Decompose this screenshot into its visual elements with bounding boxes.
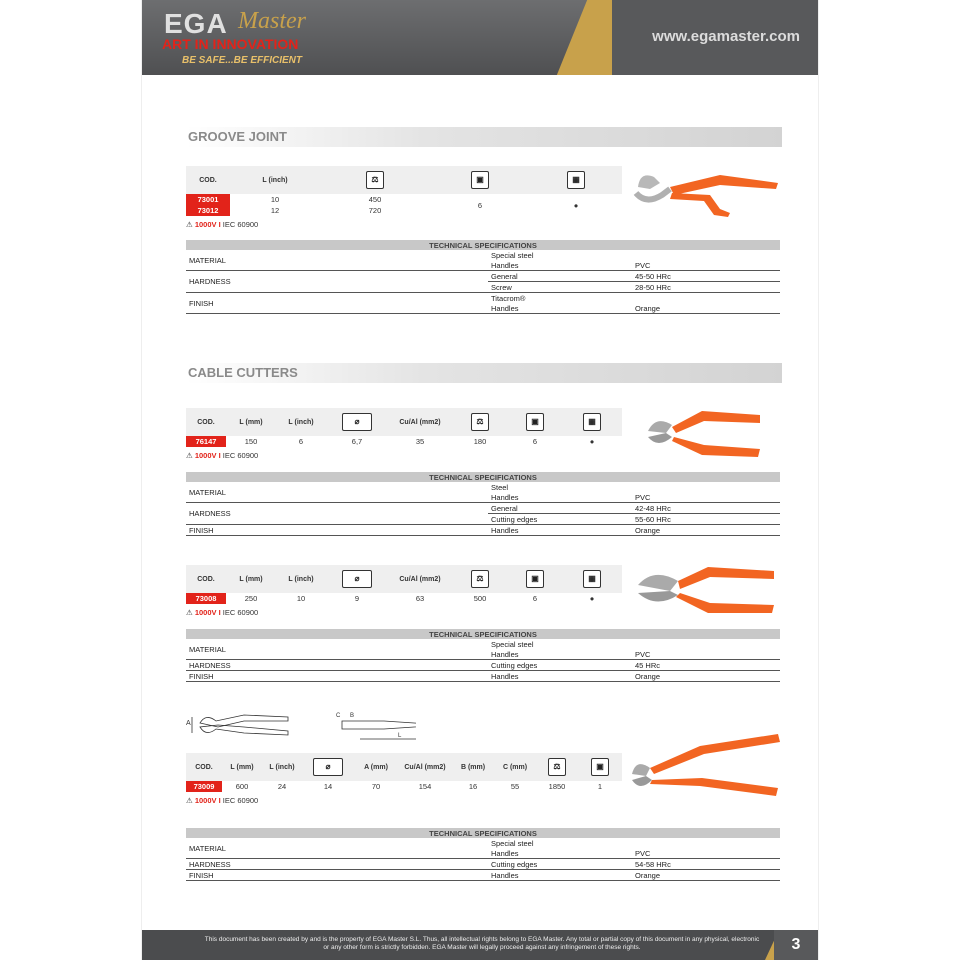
page-footer (142, 930, 818, 960)
cable-cutter-small-image (642, 405, 764, 463)
col-cod: COD. (186, 408, 226, 436)
website-link[interactable]: www.egamaster.com (652, 28, 800, 45)
spec-value: Orange (632, 303, 780, 314)
voltage-rating: ⚠ 1000V I IEC 60900 (186, 451, 259, 460)
spec-value: 55-60 HRc (632, 514, 780, 525)
spec-title: TECHNICAL SPECIFICATIONS (186, 240, 780, 250)
logo-master: Master (238, 8, 306, 34)
section-title-cable: CABLE CUTTERS (186, 363, 782, 383)
section-title-groove: GROOVE JOINT (186, 127, 782, 147)
spec-value: Orange (632, 671, 780, 682)
col-a: A (mm) (354, 753, 398, 781)
cell: ● (589, 594, 595, 603)
box-icon: ▣ (471, 171, 489, 189)
cable-spec-table-2 (186, 629, 780, 682)
product-code[interactable]: 73012 (186, 205, 230, 216)
stock-icon: ▦ (583, 413, 601, 431)
cell: 600 (235, 782, 249, 791)
spec-value: PVC (632, 492, 780, 503)
groove-spec-table (186, 240, 780, 314)
col-cod: COD. (186, 166, 230, 194)
cable-product-table-1 (186, 408, 622, 447)
spec-value: Handles (488, 260, 632, 271)
cell: 9 (354, 594, 360, 603)
cell: 1 (597, 782, 603, 791)
dimension-diagram (184, 705, 416, 747)
spec-value: Cutting edges (488, 514, 632, 525)
page-number: 3 (774, 930, 818, 960)
product-code[interactable]: 73008 (186, 593, 226, 604)
norm-value: IEC 60900 (222, 608, 259, 617)
spec-value: Handles (488, 649, 632, 660)
col-l-inch: L (inch) (230, 166, 320, 194)
weight-icon: ⚖ (471, 570, 489, 588)
col-l-mm: L (mm) (222, 753, 262, 781)
box-icon: ▣ (526, 413, 544, 431)
box-icon: ▣ (526, 570, 544, 588)
spec-value: 54-58 HRc (632, 859, 780, 870)
cell: 10 (296, 594, 306, 603)
spec-value: PVC (632, 260, 780, 271)
page-header (142, 0, 818, 75)
dim-label-a: A (186, 720, 191, 727)
spec-label: FINISH (186, 671, 488, 682)
spec-title: TECHNICAL SPECIFICATIONS (186, 828, 780, 838)
groove-product-table (186, 166, 622, 216)
product-code[interactable]: 73001 (186, 194, 230, 205)
spec-label: MATERIAL (186, 639, 488, 660)
cell-l: 10 (270, 195, 280, 204)
dim-label-c: C (336, 713, 341, 719)
spec-value: Handles (488, 525, 632, 536)
spec-label: HARDNESS (186, 660, 488, 671)
cable-product-table-2 (186, 565, 622, 604)
spec-label: HARDNESS (186, 271, 488, 293)
table-row (186, 593, 622, 604)
spec-title: TECHNICAL SPECIFICATIONS (186, 629, 780, 639)
cell: 500 (473, 594, 487, 603)
norm-value: IEC 60900 (222, 451, 259, 460)
spec-label: FINISH (186, 525, 488, 536)
spec-value: Handles (488, 303, 632, 314)
cell: ● (589, 437, 595, 446)
cell-weight: 720 (368, 206, 382, 215)
box-icon: ▣ (591, 758, 609, 776)
cell: 180 (473, 437, 487, 446)
voltage-value: 1000V (194, 608, 217, 617)
stock-icon: ▦ (583, 570, 601, 588)
spec-value: Special steel (491, 250, 534, 260)
cell: 55 (510, 782, 520, 791)
cell: 6 (298, 437, 304, 446)
col-l-inch: L (inch) (276, 408, 326, 436)
groove-joint-image (630, 165, 782, 217)
voltage-value: 1000V (194, 451, 217, 460)
spec-value: Screw (488, 282, 632, 293)
table-row (186, 436, 622, 447)
col-l-inch: L (inch) (262, 753, 302, 781)
col-cod: COD. (186, 753, 222, 781)
table-row (186, 781, 622, 792)
voltage-rating: ⚠ 1000V I IEC 60900 (186, 796, 259, 805)
spec-label: HARDNESS (186, 859, 488, 870)
cell: 16 (468, 782, 478, 791)
spec-value: Orange (632, 870, 780, 881)
spec-value: Handles (488, 848, 632, 859)
spec-value: Titacrom® (491, 293, 526, 303)
spec-value: Handles (488, 492, 632, 503)
spec-value: Orange (632, 525, 780, 536)
cell: 250 (244, 594, 258, 603)
cell: 14 (323, 782, 333, 791)
table-header-row (186, 166, 622, 194)
spec-value: Handles (488, 671, 632, 682)
cell: 154 (418, 782, 432, 791)
norm-value: IEC 60900 (222, 220, 259, 229)
voltage-rating: ⚠ 1000V I IEC 60900 (186, 220, 259, 229)
cable-product-table-3 (186, 753, 622, 792)
logo-slogan: BE SAFE...BE EFFICIENT (182, 55, 303, 66)
cable-cutter-medium-image (634, 563, 776, 617)
weight-icon: ⚖ (548, 758, 566, 776)
spec-value: PVC (632, 649, 780, 660)
cable-cutter-large-image (630, 728, 782, 800)
cell: 35 (415, 437, 425, 446)
spec-value: 28-50 HRc (632, 282, 780, 293)
norm-value: IEC 60900 (222, 796, 259, 805)
spec-value: PVC (632, 848, 780, 859)
dim-label-b: B (350, 713, 355, 719)
weight-icon: ⚖ (366, 171, 384, 189)
cell: 150 (244, 437, 258, 446)
weight-icon: ⚖ (471, 413, 489, 431)
cell-l: 12 (270, 206, 280, 215)
spec-title: TECHNICAL SPECIFICATIONS (186, 472, 780, 482)
spec-value: 45-50 HRc (632, 271, 780, 282)
voltage-rating: ⚠ 1000V I IEC 60900 (186, 608, 259, 617)
col-cu: Cu/Al (mm2) (398, 753, 452, 781)
table-row (186, 194, 622, 205)
voltage-value: 1000V (194, 220, 217, 229)
col-l-inch: L (inch) (276, 565, 326, 593)
cell-qty: 6 (477, 200, 483, 210)
col-b: B (mm) (452, 753, 494, 781)
dim-label-l: L (398, 733, 402, 739)
spec-value: 42-48 HRc (632, 503, 780, 514)
cable-spec-table-3 (186, 828, 780, 881)
cell: 24 (277, 782, 287, 791)
product-code[interactable]: 76147 (186, 436, 226, 447)
logo-ega: EGA (164, 8, 228, 39)
cell-weight: 450 (368, 195, 382, 204)
cell-stock: ● (573, 200, 579, 210)
spec-value: Handles (488, 870, 632, 881)
cell: 70 (371, 782, 381, 791)
spec-value: Special steel (491, 838, 534, 848)
product-code[interactable]: 73009 (186, 781, 222, 792)
spec-label: HARDNESS (186, 503, 488, 525)
cable-spec-table-1 (186, 472, 780, 536)
spec-label: FINISH (186, 870, 488, 881)
spec-value: 45 HRc (632, 660, 780, 671)
diameter-icon: ⌀ (342, 413, 372, 431)
stock-icon: ▦ (567, 171, 585, 189)
spec-value: Steel (491, 482, 509, 492)
col-cu: Cu/Al (mm2) (388, 408, 452, 436)
logo-tagline: ART IN INNOVATION (162, 36, 299, 52)
col-l-mm: L (mm) (226, 565, 276, 593)
cell: 63 (415, 594, 425, 603)
cell: 6 (532, 437, 538, 446)
cell: 1850 (548, 782, 566, 791)
spec-label: MATERIAL (186, 482, 488, 503)
spec-value: Cutting edges (488, 660, 632, 671)
spec-label: FINISH (186, 293, 488, 314)
spec-value: General (488, 503, 632, 514)
col-cu: Cu/Al (mm2) (388, 565, 452, 593)
col-l-mm: L (mm) (226, 408, 276, 436)
catalog-page (142, 0, 818, 960)
col-c: C (mm) (494, 753, 536, 781)
spec-label: MATERIAL (186, 838, 488, 859)
diameter-icon: ⌀ (342, 570, 372, 588)
cell: 6,7 (351, 437, 363, 446)
spec-value: General (488, 271, 632, 282)
voltage-value: 1000V (194, 796, 217, 805)
col-cod: COD. (186, 565, 226, 593)
spec-value: Special steel (491, 639, 534, 649)
spec-value: Cutting edges (488, 859, 632, 870)
spec-label: MATERIAL (186, 250, 488, 271)
cell: 6 (532, 594, 538, 603)
diameter-icon: ⌀ (313, 758, 343, 776)
copyright-notice: This document has been created by and is the property of EGA Master S.L. Thus, all intellectual rights belong to EGA Master. Any total or partial copy of this document in any physical, electronic or any other form is strictly forbidden. EGA Master will legally proceed against any infringement of these rights. (204, 936, 760, 951)
